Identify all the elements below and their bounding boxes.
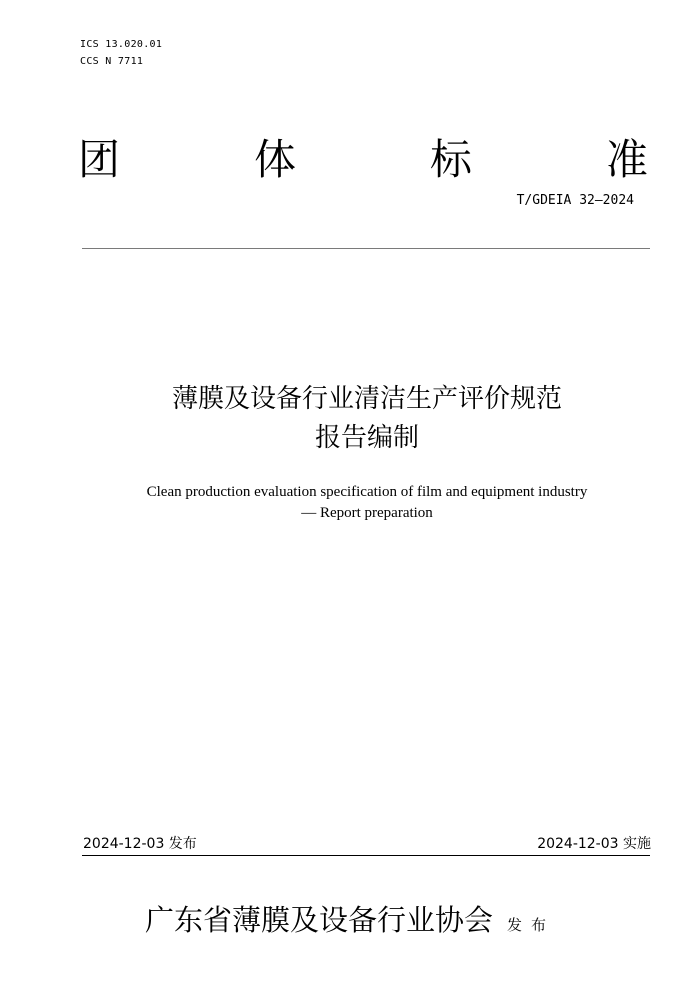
standard-number: T/GDEIA 32—2024 [516, 193, 634, 208]
publisher [145, 900, 555, 940]
standard-type-char-3: 标 [429, 135, 472, 184]
english-title-line-2: — Report preparation [301, 505, 433, 521]
implementation-date: 2024-12-03 实施 [537, 836, 651, 852]
bottom-divider [82, 855, 650, 856]
publisher-name: 广东省薄膜及设备行业协会 [145, 903, 494, 937]
english-title-line-1: Clean production evaluation specification of film and equipment industry [146, 484, 588, 500]
ccs-code: CCS N 7711 [80, 56, 144, 67]
standard-type-char-4: 准 [605, 135, 648, 184]
classification-codes [80, 36, 162, 70]
chinese-title-line-1: 薄膜及设备行业清洁生产评价规范 [171, 384, 562, 414]
standard-type-heading [78, 132, 648, 188]
publisher-suffix: 发布 [507, 916, 556, 934]
standard-type-char-2: 体 [253, 135, 296, 184]
standard-type-char-1: 团 [78, 135, 121, 184]
chinese-title [0, 380, 700, 458]
issue-date: 2024-12-03 发布 [83, 836, 197, 852]
chinese-title-line-2: 报告编制 [314, 423, 419, 453]
date-row [83, 834, 651, 854]
ics-code: ICS 13.020.01 [80, 39, 163, 50]
top-divider [82, 248, 650, 249]
english-title [0, 482, 700, 524]
